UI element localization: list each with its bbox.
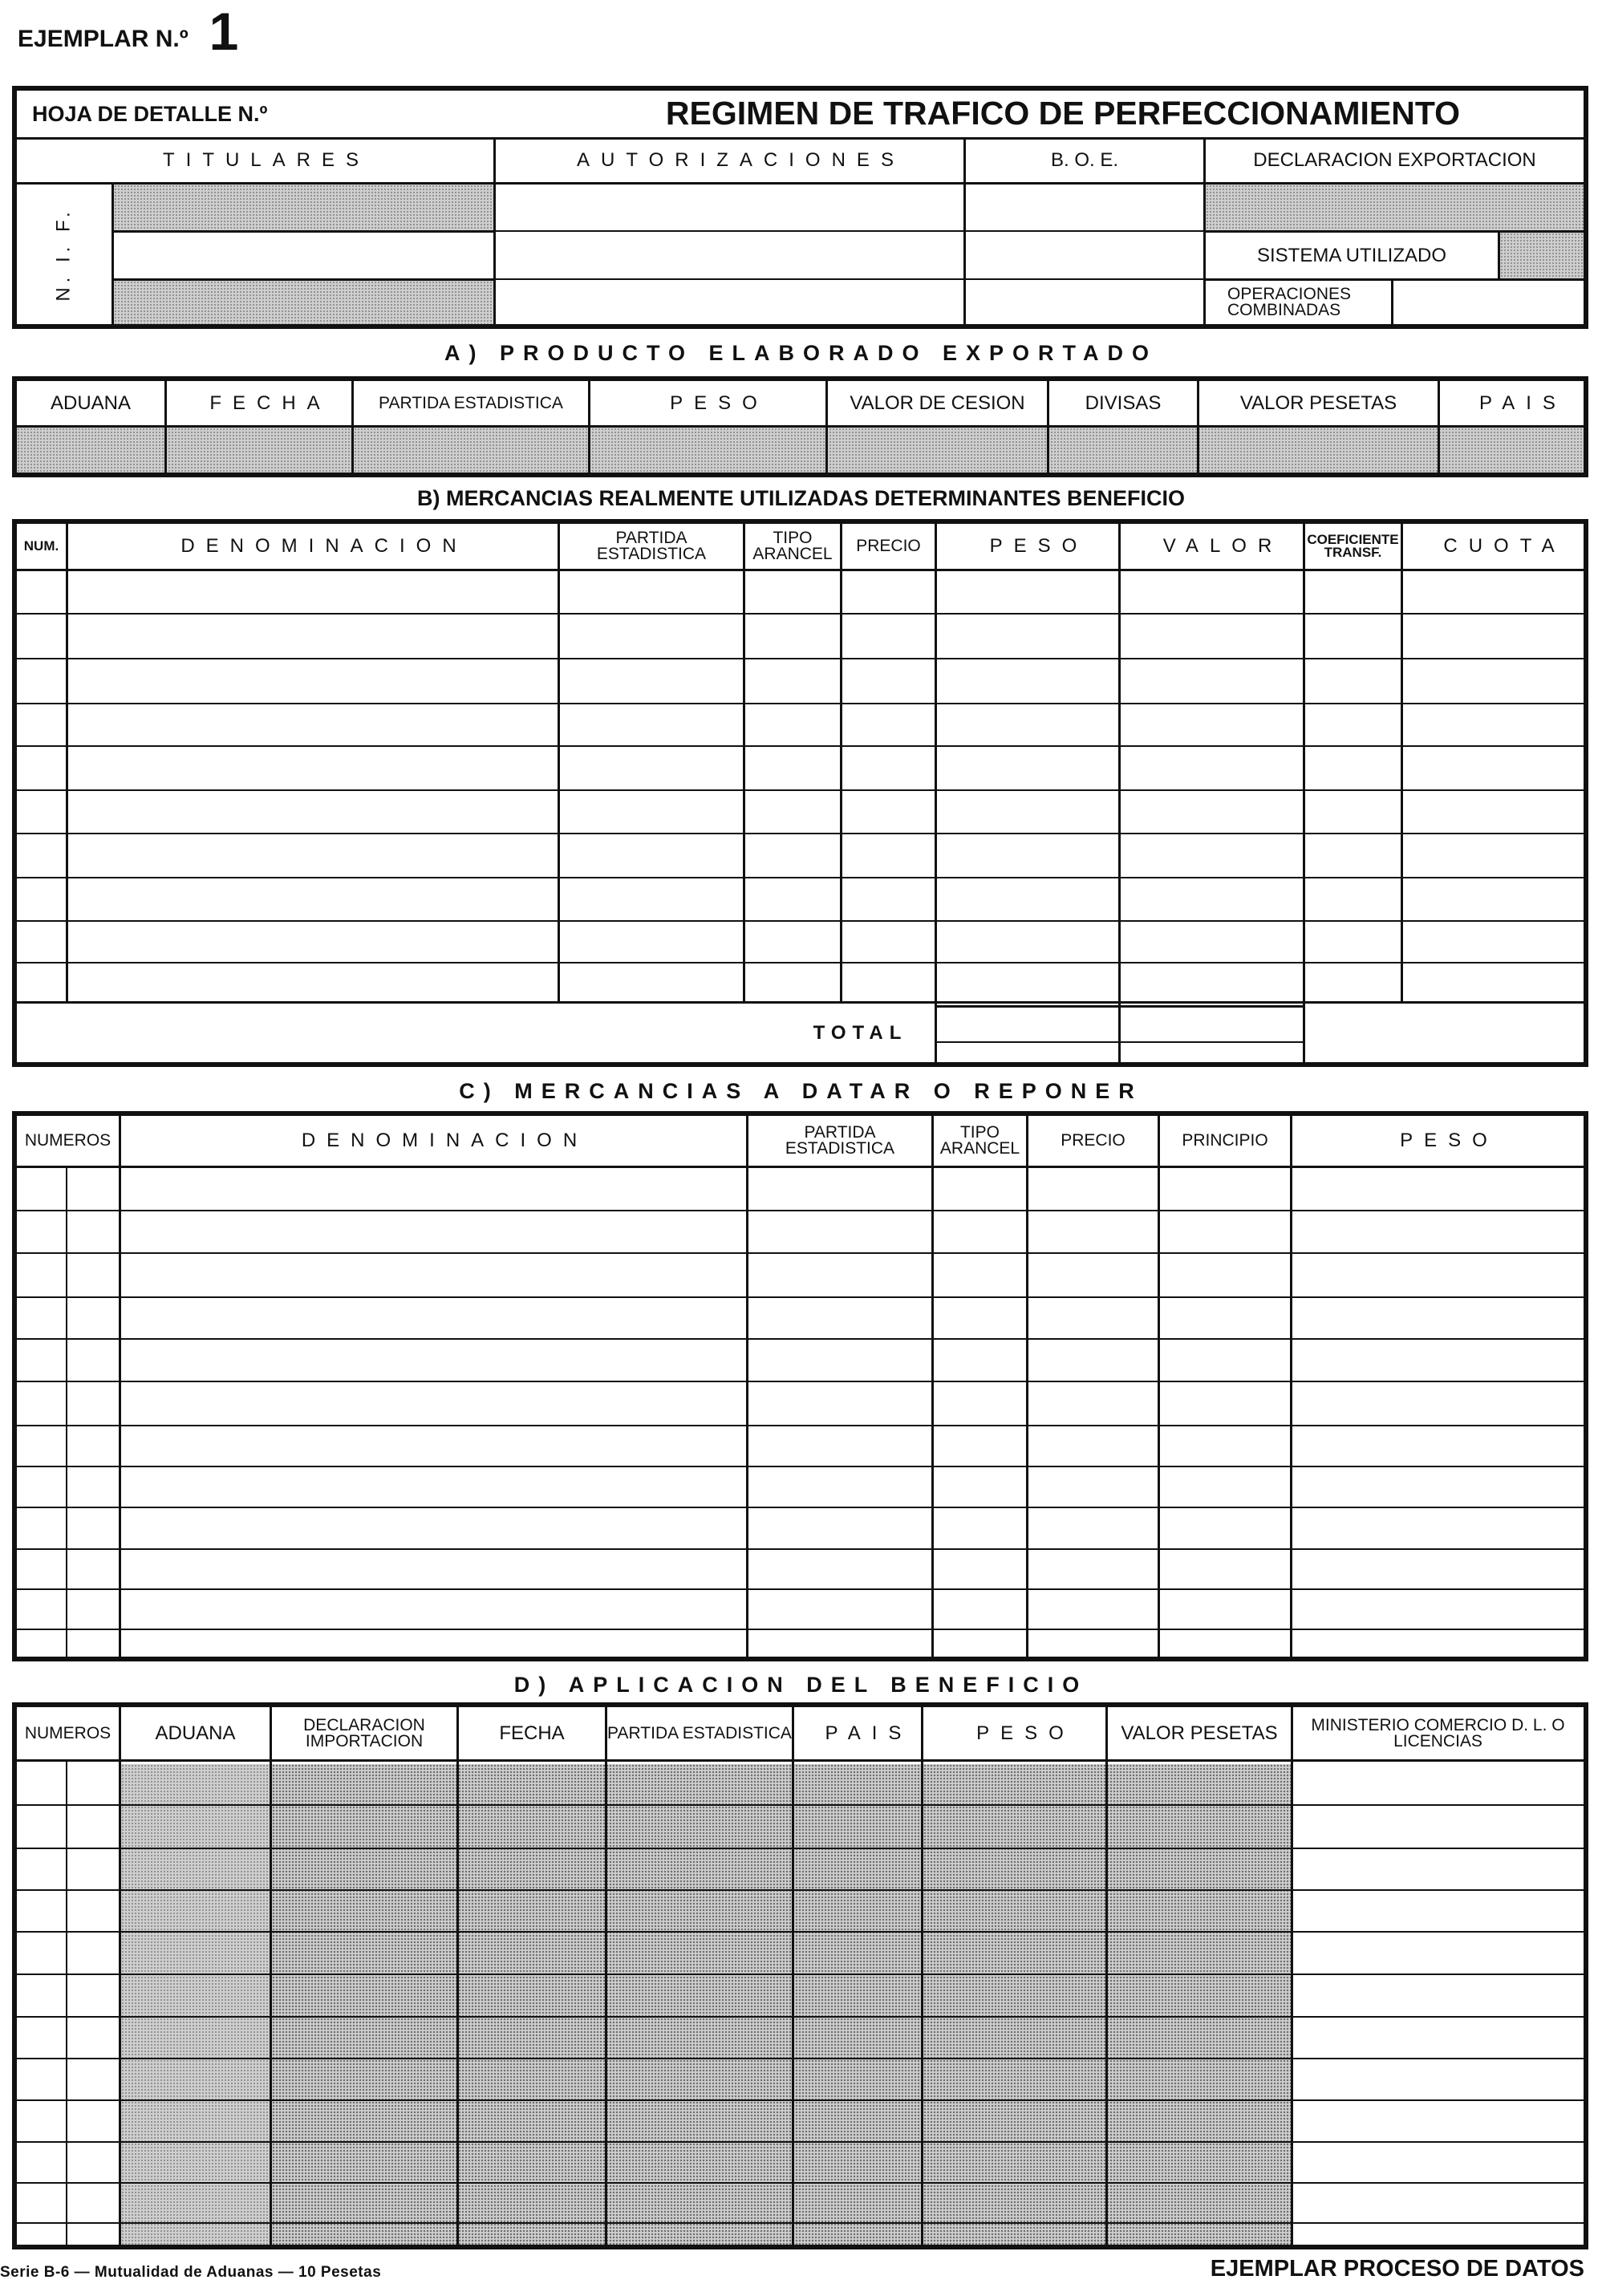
b-col-coeficiente: COEFICIENTE TRANSF. xyxy=(1307,531,1399,560)
b-total-label: TOTAL xyxy=(813,1021,908,1044)
c-row-line xyxy=(17,1338,1584,1340)
c-col-peso: PESO xyxy=(1400,1130,1499,1151)
c-col-partida: PARTIDA ESTADISTICA xyxy=(785,1123,895,1158)
footer-proceso: EJEMPLAR PROCESO DE DATOS xyxy=(1210,2256,1584,2282)
a-col-valor-pesetas: VALOR PESETAS xyxy=(1239,391,1397,414)
d-col-pais: PAIS xyxy=(825,1722,913,1744)
col-titulares: TITULARES xyxy=(162,149,371,171)
b-row-line xyxy=(17,1001,1584,1004)
a-col-peso: PESO xyxy=(670,391,769,414)
b-row-line xyxy=(17,833,1584,834)
a-col-partida: PARTIDA ESTADISTICA xyxy=(379,393,563,412)
nif-label: N. I. F. xyxy=(53,207,75,302)
a-col-valor-cesion: VALOR DE CESION xyxy=(850,391,1025,414)
c-row-line xyxy=(17,1296,1584,1298)
b-col-partida: PARTIDA ESTADISTICA xyxy=(596,529,707,563)
section-d-title: D) APLICACION DEL BENEFICIO xyxy=(513,1673,1089,1697)
section-c-title: C) MERCANCIAS A DATAR O REPONER xyxy=(459,1079,1143,1103)
d-col-partida: PARTIDA ESTADISTICA xyxy=(607,1723,792,1742)
d-row-line xyxy=(17,1889,1584,1891)
c-row-line xyxy=(17,1548,1584,1550)
hoja-detalle-label: HOJA DE DETALLE N.º xyxy=(32,101,268,126)
b-col-num: NUM. xyxy=(23,537,59,554)
b-col-tipo-arancel: TIPO ARANCEL xyxy=(752,529,833,563)
ejemplar-number: 1 xyxy=(209,2,239,61)
d-row-line xyxy=(17,2099,1584,2101)
ejemplar-heading xyxy=(18,2,239,61)
b-col-denominacion: DENOMINACION xyxy=(180,535,468,557)
a-col-pais: PAIS xyxy=(1479,391,1567,414)
d-col-peso: PESO xyxy=(976,1722,1075,1744)
c-col-principio: PRINCIPIO xyxy=(1182,1131,1268,1150)
d-row-line xyxy=(17,1804,1584,1806)
b-row-line xyxy=(17,789,1584,791)
c-col-precio: PRECIO xyxy=(1061,1131,1125,1150)
b-row-line xyxy=(17,920,1584,922)
d-col-fecha: FECHA xyxy=(499,1722,565,1744)
d-row-line xyxy=(17,2141,1584,2143)
section-b-title: B) MERCANCIAS REALMENTE UTILIZADAS DETERMINANTES BENEFICIO xyxy=(417,486,1185,510)
section-c-table xyxy=(12,1111,1588,1661)
d-row-line xyxy=(17,2222,1584,2224)
a-col-divisas: DIVISAS xyxy=(1085,391,1162,414)
d-row-line xyxy=(17,1759,1584,1762)
d-row-line xyxy=(17,1974,1584,1975)
d-col-numeros: NUMEROS xyxy=(24,1723,112,1742)
d-row-line xyxy=(17,2182,1584,2184)
c-row-line xyxy=(17,1425,1584,1426)
c-row-line xyxy=(17,1629,1584,1630)
b-col-cuota: CUOTA xyxy=(1443,535,1566,557)
ejemplar-label: EJEMPLAR N.º xyxy=(18,26,189,52)
b-row-line xyxy=(17,962,1584,963)
c-col-tipo-arancel: TIPO ARANCEL xyxy=(939,1123,1020,1158)
c-row-line xyxy=(17,1252,1584,1254)
regimen-title: REGIMEN DE TRAFICO DE PERFECCIONAMIENTO xyxy=(665,94,1461,132)
d-col-aduana: ADUANA xyxy=(155,1722,236,1744)
col-autorizaciones: AUTORIZACIONES xyxy=(577,149,905,171)
c-row-line xyxy=(17,1166,1584,1168)
d-row-line xyxy=(17,2058,1584,2059)
d-col-declaracion-importacion: DECLARACION IMPORTACION xyxy=(303,1715,425,1750)
c-row-line xyxy=(17,1466,1584,1467)
c-row-line xyxy=(17,1381,1584,1382)
d-row-line xyxy=(17,1848,1584,1849)
c-col-numeros: NUMEROS xyxy=(24,1131,112,1150)
d-col-ministerio: MINISTERIO COMERCIO D. L. O LICENCIAS xyxy=(1311,1715,1565,1750)
c-row-line xyxy=(17,1210,1584,1211)
d-row-line xyxy=(17,1931,1584,1933)
b-row-line xyxy=(17,703,1584,704)
operaciones-combinadas-label: OPERACIONES COMBINADAS xyxy=(1227,285,1352,319)
a-col-fecha: FECHA xyxy=(209,391,331,414)
c-row-line xyxy=(17,1588,1584,1590)
b-col-valor: VALOR xyxy=(1162,535,1284,557)
c-col-denominacion: DENOMINACION xyxy=(301,1130,589,1151)
b-row-line xyxy=(17,658,1584,659)
b-row-line xyxy=(17,569,1584,571)
a-col-aduana: ADUANA xyxy=(50,391,132,414)
d-col-valor-pesetas: VALOR PESETAS xyxy=(1121,1722,1278,1744)
sistema-utilizado-label: SISTEMA UTILIZADO xyxy=(1256,244,1447,266)
c-row-line xyxy=(17,1507,1584,1508)
b-row-line xyxy=(17,745,1584,747)
section-a-title: A) PRODUCTO ELABORADO EXPORTADO xyxy=(444,341,1158,365)
b-row-line xyxy=(17,613,1584,615)
col-boe: B. O. E. xyxy=(1050,149,1119,171)
footer-serie: Serie B-6 — Mutualidad de Aduanas — 10 Pesetas xyxy=(0,2264,382,2281)
col-declaracion-exportacion: DECLARACION EXPORTACION xyxy=(1253,149,1536,171)
b-col-peso: PESO xyxy=(989,535,1089,557)
b-col-precio: PRECIO xyxy=(856,537,921,556)
d-row-line xyxy=(17,2016,1584,2018)
b-row-line xyxy=(17,877,1584,878)
section-b-table xyxy=(12,519,1588,1067)
